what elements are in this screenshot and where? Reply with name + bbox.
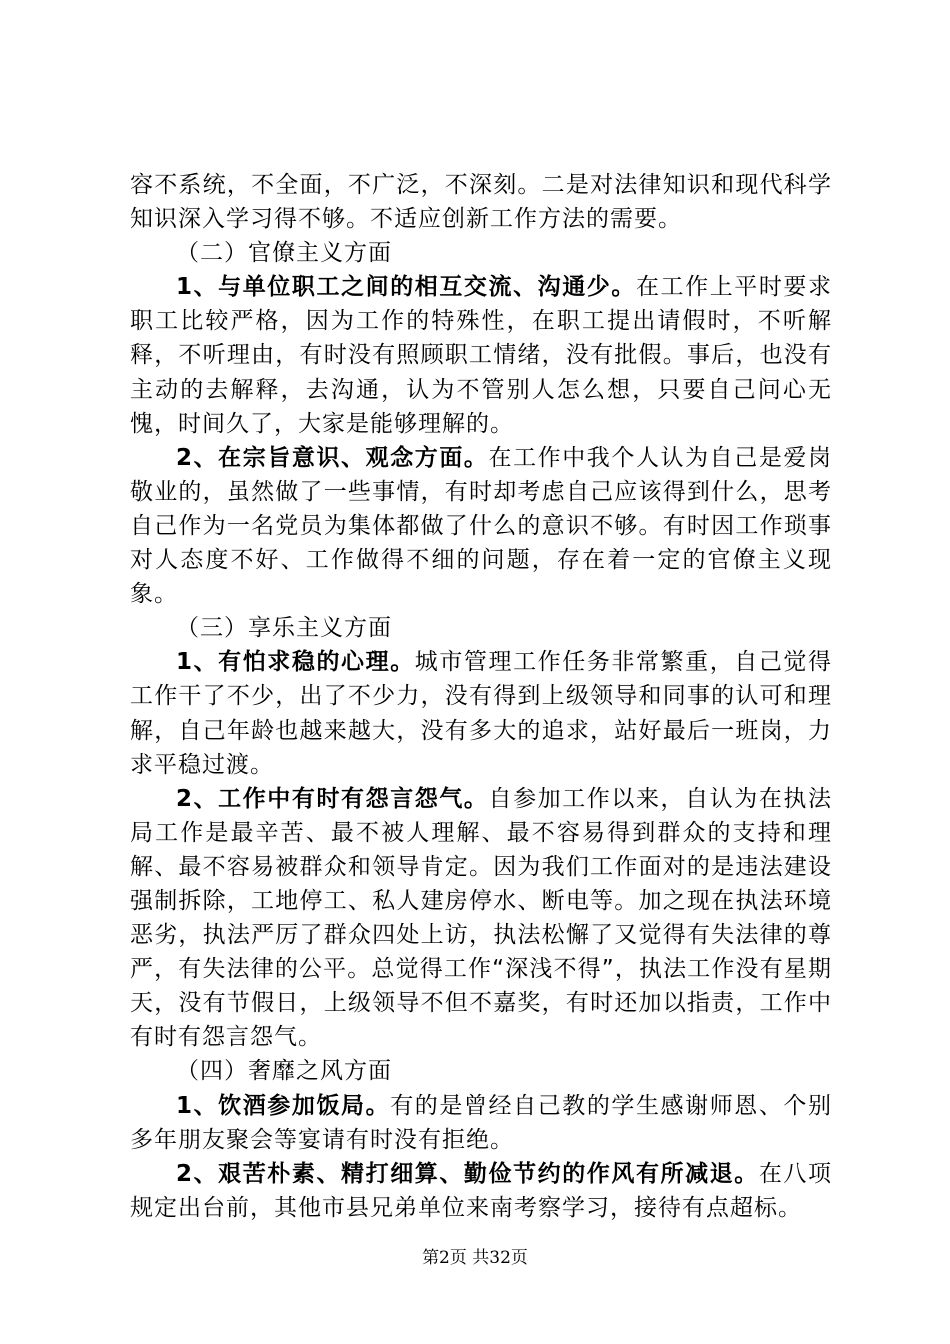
paragraph-lead: 1、与单位职工之间的相互交流、沟通少。 (176, 274, 636, 301)
document-body (130, 168, 832, 1225)
paragraph-lead: 2、艰苦朴素、精打细算、勤俭节约的作风有所减退。 (176, 1160, 759, 1187)
paragraph-lead: 2、在宗旨意识、观念方面。 (176, 444, 489, 471)
paragraph-continuation (130, 168, 832, 236)
paragraph-text: 在工作上平时要求职工比较严格，因为工作的特殊性，在职工提出请假时，不听解释，不听理由，有时没有照顾职工情绪，没有批假。事后，也没有主动的去解释，去沟通，认为不管别人怎么想，只要自己问心无愧，时间久了，大家是能够理解的。 (130, 274, 833, 437)
paragraph-text: 城市管理工作任务非常繁重，自己觉得工作干了不少，出了不少力，没有得到上级领导和同事的认可和理解，自己年龄也越来越大，没有多大的追求，站好最后一班岗，力求平稳过渡。 (130, 649, 833, 778)
paragraph-item (130, 1157, 832, 1225)
section-heading-hedonism (130, 611, 832, 645)
paragraph-text: 在工作中我个人认为自己是爱岗敬业的，虽然做了一些事情，有时却考虑自己应该得到什么，思考自己作为一名党员为集体都做了什么的意识不够。有时因工作琐事对人态度不好、工作做得不细的问题，存在着一定的官僚主义现象。 (130, 444, 832, 608)
paragraph-item (130, 1089, 832, 1157)
section-heading-extravagance (130, 1054, 832, 1088)
paragraph-item (130, 270, 832, 440)
paragraph-lead: 1、饮酒参加饭局。 (176, 1092, 391, 1119)
section-heading-bureaucratism (130, 236, 832, 270)
page-number-label: 第2页 共32页 (422, 1248, 528, 1268)
paragraph-lead: 2、工作中有时有怨言怨气。 (176, 785, 489, 812)
section-heading-text: （二）官僚主义方面 (176, 240, 392, 267)
paragraph-item (130, 441, 832, 611)
paragraph-text: 在八项规定出台前，其他市县兄弟单位来南考察学习，接待有点超标。 (130, 1160, 832, 1221)
paragraph-text: 容不系统，不全面，不广泛，不深刻。二是对法律知识和现代科学知识深入学习得不够。不适应创新工作方法的需要。 (130, 172, 832, 233)
paragraph-text: 有的是曾经自己教的学生感谢师恩、个别多年朋友聚会等宴请有时没有拒绝。 (130, 1092, 833, 1153)
paragraph-lead: 1、有怕求稳的心理。 (176, 649, 415, 676)
section-heading-text: （四）奢靡之风方面 (176, 1058, 392, 1085)
page-footer (0, 1243, 950, 1268)
paragraph-item (130, 782, 832, 1055)
paragraph-text: 自参加工作以来，自认为在执法局工作是最辛苦、最不被人理解、最不容易得到群众的支持和理解、最不容易被群众和领导肯定。因为我们工作面对的是违法建设强制拆除，工地停工、私人建房停水、断电等。加之现在执法环境恶劣，执法严厉了群众四处上访，执法松懈了又觉得有失法律的尊严，有失法律的公平。总觉得工作“深浅不得”，执法工作没有星期天，没有节假日，上级领导不但不嘉奖，有时还加以指责，工作中有时有怨言怨气。 (130, 785, 832, 1051)
paragraph-item (130, 645, 832, 781)
section-heading-text: （三）享乐主义方面 (176, 615, 392, 642)
